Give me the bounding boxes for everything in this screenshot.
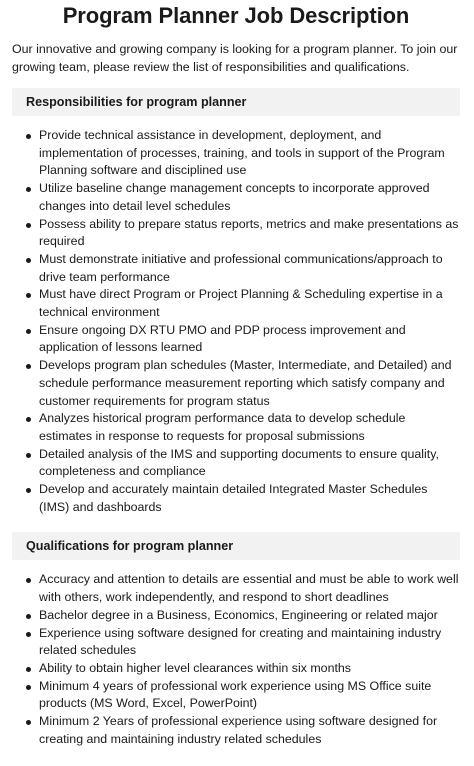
- page-title: Program Planner Job Description: [62, 3, 410, 28]
- qualifications-list: [12, 571, 460, 748]
- qualification-item: Minimum 4 years of professional work experience using MS Office suite products (MS Word, Excel, PowerPoint): [39, 678, 460, 713]
- qualification-item: Experience using software designed for creating and maintaining industry related schedules: [39, 625, 460, 660]
- responsibilities-list: [12, 127, 460, 516]
- responsibility-item: Provide technical assistance in development, deployment, and implementation of processes, training, and tools in support of the Program Planning software and disciplined use: [39, 127, 460, 180]
- qualification-item: Accuracy and attention to details are essential and must be able to work well with others, work independently, and respond to short deadlines: [39, 571, 460, 606]
- qualification-item: Ability to obtain higher level clearances within six months: [39, 660, 460, 678]
- responsibility-item: Ensure ongoing DX RTU PMO and PDP process improvement and application of lessons learned: [39, 322, 460, 357]
- responsibilities-heading: Responsibilities for program planner: [12, 88, 460, 116]
- qualification-item: Minimum 2 Years of professional experience using software designed for creating and maintaining industry related schedules: [39, 713, 460, 748]
- responsibility-item: Detailed analysis of the IMS and supporting documents to ensure quality, completeness and compliance: [39, 446, 460, 481]
- qualification-item: Bachelor degree in a Business, Economics, Engineering or related major: [39, 607, 460, 625]
- responsibility-item: Analyzes historical program performance data to develop schedule estimates in response to requests for proposal submissions: [39, 410, 460, 445]
- responsibility-item: Utilize baseline change management concepts to incorporate approved changes into detail level schedules: [39, 180, 460, 215]
- intro-paragraph: Our innovative and growing company is looking for a program planner. To join our growing team, please review the list of responsibilities and qualifications.: [12, 42, 458, 74]
- responsibility-item: Develop and accurately maintain detailed Integrated Master Schedules (IMS) and dashboards: [39, 481, 460, 516]
- responsibility-item: Must have direct Program or Project Planning & Scheduling expertise in a technical environment: [39, 286, 460, 321]
- qualifications-heading: Qualifications for program planner: [12, 532, 460, 560]
- responsibility-item: Develops program plan schedules (Master, Intermediate, and Detailed) and schedule performance measurement reporting which satisfy company and customer requirements for program status: [39, 357, 460, 410]
- responsibility-item: Must demonstrate initiative and professional communications/approach to drive team performance: [39, 251, 460, 286]
- responsibility-item: Possess ability to prepare status reports, metrics and make presentations as required: [39, 216, 460, 251]
